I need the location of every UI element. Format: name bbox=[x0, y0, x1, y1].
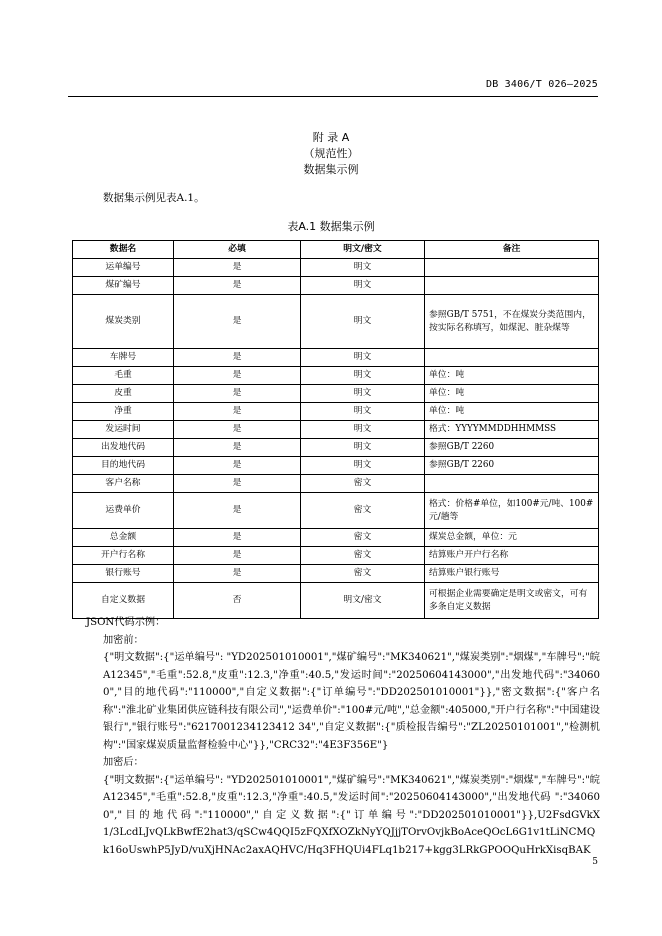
cell-note: 参照GB/T 5751，不在煤炭分类范围内，按实际名称填写，如煤泥、脏杂煤等 bbox=[425, 295, 599, 349]
cell-name: 总金额 bbox=[73, 529, 174, 547]
cell-note: 单位：吨 bbox=[425, 367, 599, 385]
table-row bbox=[73, 439, 599, 457]
cell-note bbox=[425, 277, 599, 295]
cell-note bbox=[425, 475, 599, 493]
cell-required: 是 bbox=[174, 529, 301, 547]
cell-type: 明文 bbox=[301, 295, 425, 349]
appendix-name: 数据集示例 bbox=[303, 163, 359, 176]
appendix-label: 附 录 A bbox=[312, 131, 350, 144]
appendix-title-block bbox=[0, 130, 662, 178]
header-required: 必填 bbox=[174, 241, 301, 259]
cell-name: 煤炭类别 bbox=[73, 295, 174, 349]
header-rule bbox=[68, 96, 598, 97]
table-caption: 表A.1 数据集示例 bbox=[287, 220, 375, 233]
cell-name: 净重 bbox=[73, 403, 174, 421]
cell-note: 单位：吨 bbox=[425, 385, 599, 403]
cell-required: 是 bbox=[174, 439, 301, 457]
cell-required: 是 bbox=[174, 457, 301, 475]
cell-required: 否 bbox=[174, 583, 301, 619]
cell-required: 是 bbox=[174, 295, 301, 349]
before-encryption-code: {"明文数据":{"运单编号": "YD202501010001","煤矿编号":"MK340621","煤炭类别":"烟煤","车牌号":"皖A12345","毛重":52.8,"皮重":12.3,"净重":40.5,"发运时间":"20250604143000","出发地代码":"340600","目的地代码":"110000","自定义数据":{"订单编号":"DD202501010001"}},"密文数据":{"客户名称":"淮北矿业集团供应链科技有限公司","运费单价":"100#元/吨","总金额":405000,"开户行名称":"中国建设银行","银行账号":"6217001234123412 34","自定义数据":{"质检报告编号":"ZL20250101001","检测机构":"国家煤炭质量监督检验中心"}},"CRC32":"4E3F356E"} bbox=[103, 652, 600, 751]
cell-required: 是 bbox=[174, 493, 301, 529]
table-row bbox=[73, 547, 599, 565]
cell-type: 明文 bbox=[301, 385, 425, 403]
cell-note: 参照GB/T 2260 bbox=[425, 457, 599, 475]
cell-required: 是 bbox=[174, 367, 301, 385]
standard-code: DB 3406/T 026—2025 bbox=[486, 79, 598, 90]
page-number: 5 bbox=[592, 857, 598, 867]
cell-name: 开户行名称 bbox=[73, 547, 174, 565]
cell-required: 是 bbox=[174, 421, 301, 439]
cell-name: 出发地代码 bbox=[73, 439, 174, 457]
table-row bbox=[73, 259, 599, 277]
json-example-label: JSON代码示例： bbox=[86, 617, 166, 628]
table-row bbox=[73, 367, 599, 385]
appendix-normative: （规范性） bbox=[303, 147, 359, 160]
table-row bbox=[73, 385, 599, 403]
cell-type: 明文 bbox=[301, 349, 425, 367]
cell-note: 单位：吨 bbox=[425, 403, 599, 421]
table-row bbox=[73, 475, 599, 493]
header-note: 备注 bbox=[425, 241, 599, 259]
cell-name: 目的地代码 bbox=[73, 457, 174, 475]
cell-type: 明文 bbox=[301, 259, 425, 277]
cell-note: 可根据企业需要确定是明文或密文，可有多条自定义数据 bbox=[425, 583, 599, 619]
cell-name: 煤矿编号 bbox=[73, 277, 174, 295]
cell-note bbox=[425, 349, 599, 367]
cell-required: 是 bbox=[174, 349, 301, 367]
cell-name: 运单编号 bbox=[73, 259, 174, 277]
cell-type: 密文 bbox=[301, 547, 425, 565]
cell-type: 明文 bbox=[301, 277, 425, 295]
cell-name: 银行账号 bbox=[73, 565, 174, 583]
dataset-table bbox=[72, 240, 599, 619]
header-data-name: 数据名 bbox=[73, 241, 174, 259]
after-encryption-label: 加密后： bbox=[103, 757, 144, 768]
cell-required: 是 bbox=[174, 475, 301, 493]
cell-name: 皮重 bbox=[73, 385, 174, 403]
table-row bbox=[73, 493, 599, 529]
cell-type: 密文 bbox=[301, 529, 425, 547]
cell-type: 明文 bbox=[301, 457, 425, 475]
cell-name: 发运时间 bbox=[73, 421, 174, 439]
cell-note bbox=[425, 259, 599, 277]
cell-name: 自定义数据 bbox=[73, 583, 174, 619]
cell-note: 参照GB/T 2260 bbox=[425, 439, 599, 457]
cell-note: 格式：价格#单位，如100#元/吨、100#元/趟等 bbox=[425, 493, 599, 529]
intro-text: 数据集示例见表A.1。 bbox=[103, 192, 205, 204]
cell-required: 是 bbox=[174, 403, 301, 421]
table-row bbox=[73, 277, 599, 295]
cell-type: 明文/密文 bbox=[301, 583, 425, 619]
cell-required: 是 bbox=[174, 547, 301, 565]
cell-required: 是 bbox=[174, 259, 301, 277]
cell-note: 煤炭总金额，单位：元 bbox=[425, 529, 599, 547]
before-encryption-label: 加密前： bbox=[103, 634, 144, 646]
cell-type: 明文 bbox=[301, 421, 425, 439]
cell-note: 结算账户银行账号 bbox=[425, 565, 599, 583]
cell-name: 毛重 bbox=[73, 367, 174, 385]
cell-type: 密文 bbox=[301, 565, 425, 583]
cell-required: 是 bbox=[174, 565, 301, 583]
table-row bbox=[73, 529, 599, 547]
header-plain-cipher: 明文/密文 bbox=[301, 241, 425, 259]
cell-required: 是 bbox=[174, 385, 301, 403]
table-row bbox=[73, 295, 599, 349]
cell-type: 密文 bbox=[301, 475, 425, 493]
cell-type: 明文 bbox=[301, 403, 425, 421]
table-header-row bbox=[73, 241, 599, 259]
cell-type: 明文 bbox=[301, 439, 425, 457]
cell-name: 运费单价 bbox=[73, 493, 174, 529]
cell-note: 格式：YYYYMMDDHHMMSS bbox=[425, 421, 599, 439]
cell-type: 密文 bbox=[301, 493, 425, 529]
table-row bbox=[73, 565, 599, 583]
json-example-section bbox=[86, 614, 600, 859]
table-row bbox=[73, 421, 599, 439]
cell-type: 明文 bbox=[301, 367, 425, 385]
table-row bbox=[73, 403, 599, 421]
after-encryption-code: {"明文数据":{"运单编号": "YD202501010001","煤矿编号":"MK340621","煤炭类别":"烟煤","车牌号":"皖A12345","毛重":52.8,"皮重":12.3,"净重":40.5,"发运时间":"20250604143000","出发地代码 ":"340600"," 目 的 地 代 码 ":"110000"," 自 定 义 数 据 ":{" 订 单 编 号 ":"DD202501010001"}},U2FsdGVkX1/3LcdLJvQLkBwfE2hat3/qSCw4QQI5zFQXfXOZkNyYQJjjTOrvOvjkBoAceQOcL6G1v1tLiNCMQk16oUswhP5JyD/vuXjHNAc2axAQHVC/Hq3FHQUi4FLq1b217+kgg3LRkGPOOQuHrkXisqBAK bbox=[103, 774, 600, 856]
table-row bbox=[73, 457, 599, 475]
cell-name: 客户名称 bbox=[73, 475, 174, 493]
cell-required: 是 bbox=[174, 277, 301, 295]
cell-note: 结算账户开户行名称 bbox=[425, 547, 599, 565]
cell-name: 车牌号 bbox=[73, 349, 174, 367]
table-row bbox=[73, 349, 599, 367]
